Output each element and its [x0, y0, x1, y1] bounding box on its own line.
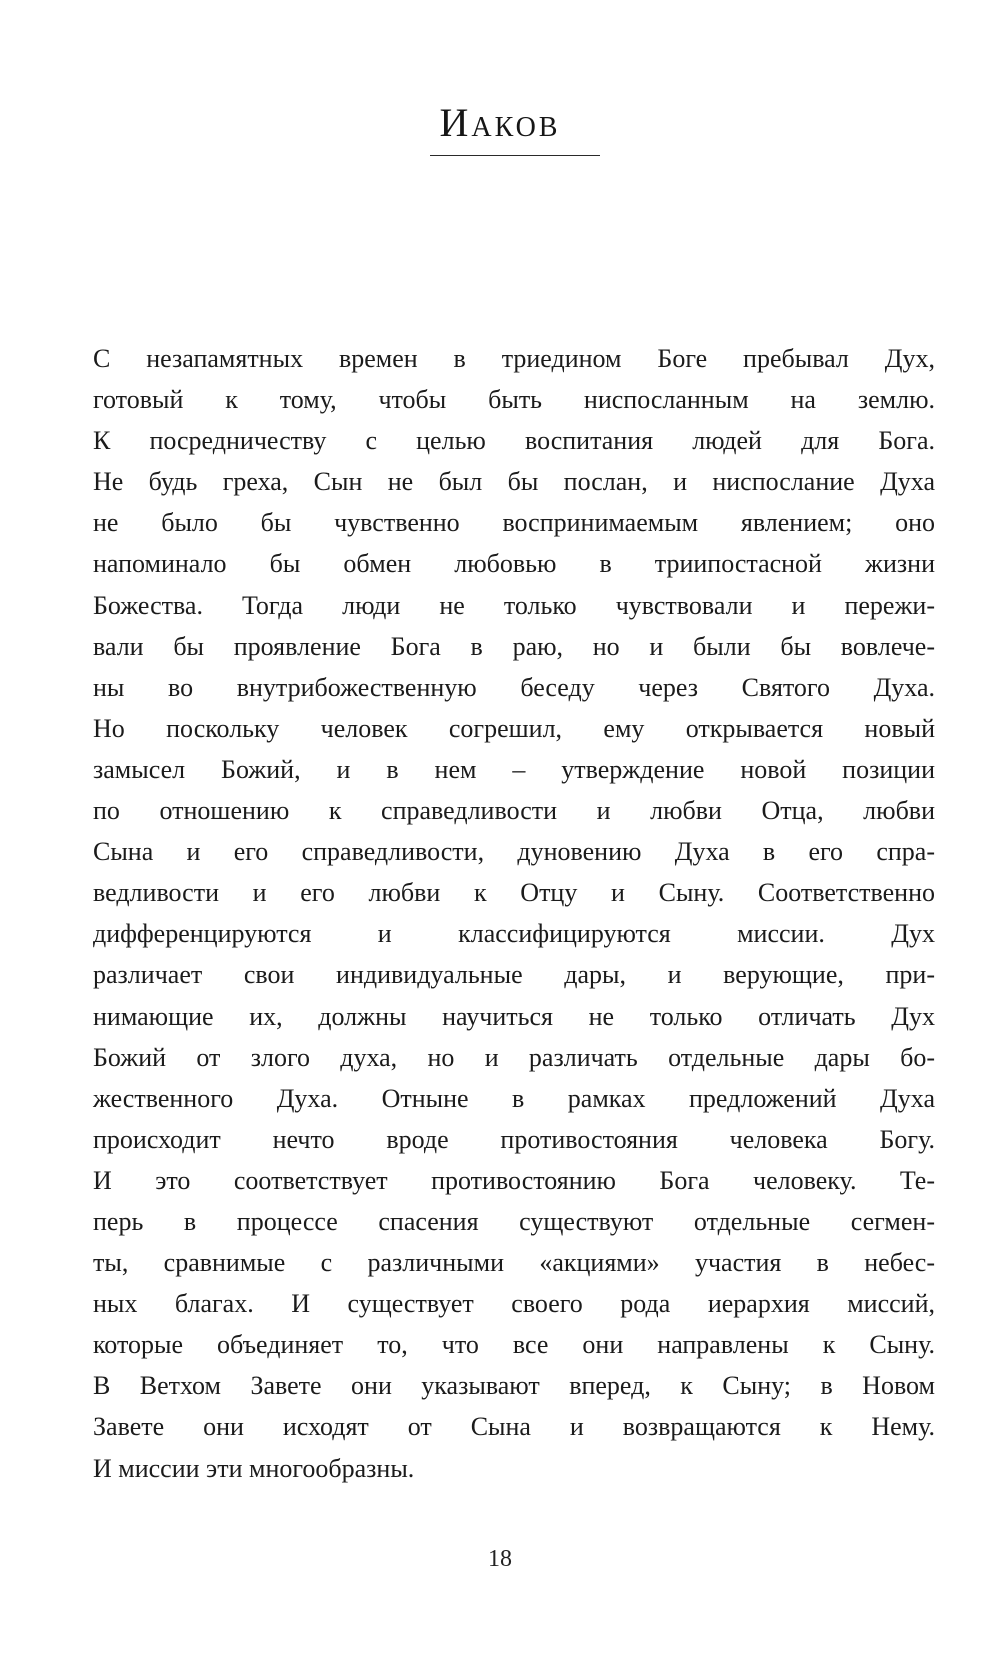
- text-line: ты, сравнимые с различными «акциями» участия в небес-: [93, 1248, 935, 1278]
- text-line: С незапамятных времен в триедином Боге пребывал Дух,: [93, 344, 935, 373]
- text-line: В Ветхом Завете они указывают вперед, к Сыну; в Новом: [93, 1371, 935, 1401]
- text-line: К посредничеству с целью воспитания людей для Бога.: [93, 426, 935, 456]
- text-line: различает свои индивидуальные дары, и верующие, при-: [93, 960, 935, 990]
- chapter-title: Иаков: [439, 100, 561, 145]
- text-line: напоминало бы обмен любовью в триипостасной жизни: [93, 549, 935, 579]
- text-line: Не будь греха, Сын не был бы послан, и ниспослание Духа: [93, 467, 935, 497]
- page-number: 18: [488, 1546, 512, 1572]
- text-line: нимающие их, должны научиться не только отличать Дух: [93, 1001, 935, 1031]
- title-underline-rule: [430, 155, 600, 156]
- text-line: дифференцируются и классифицируются миссии. Дух: [93, 919, 935, 949]
- text-line: по отношению к справедливости и любви Отца, любви: [93, 796, 935, 826]
- text-line: ны во внутрибожественную беседу через Святого Духа.: [93, 672, 935, 702]
- text-line: И это соответствует противостоянию Бога человеку. Те-: [93, 1165, 935, 1195]
- text-line: не было бы чувственно воспринимаемым явлением; оно: [93, 508, 935, 538]
- text-line: вали бы проявление Бога в раю, но и были бы вовлече-: [93, 631, 935, 661]
- text-line: происходит нечто вроде противостояния человека Богу.: [93, 1124, 935, 1154]
- text-line: Сына и его справедливости, дуновению Духа в его спра-: [93, 837, 935, 867]
- text-line: Но поскольку человек согрешил, ему открывается новый: [93, 713, 935, 743]
- text-line: Божества. Тогда люди не только чувствовали и пережи-: [93, 590, 935, 620]
- text-line: замысел Божий, и в нем – утверждение новой позиции: [93, 754, 935, 784]
- text-line: Божий от злого духа, но и различать отдельные дары бо-: [93, 1042, 935, 1072]
- body-paragraph: [93, 338, 935, 1489]
- text-line: готовый к тому, чтобы быть ниспосланным на землю.: [93, 385, 935, 415]
- text-line: перь в процессе спасения существуют отдельные сегмен-: [93, 1206, 935, 1236]
- text-line: жественного Духа. Отныне в рамках предложений Духа: [93, 1083, 935, 1113]
- text-line: которые объединяет то, что все они направлены к Сыну.: [93, 1330, 935, 1360]
- text-line: ведливости и его любви к Отцу и Сыну. Соответственно: [93, 878, 935, 908]
- text-line: ных благах. И существует своего рода иерархия миссий,: [93, 1289, 935, 1319]
- text-line-last: И миссии эти многообразны.: [93, 1453, 415, 1483]
- text-line: Завете они исходят от Сына и возвращаются к Нему.: [93, 1412, 935, 1442]
- chapter-heading: [0, 98, 1000, 148]
